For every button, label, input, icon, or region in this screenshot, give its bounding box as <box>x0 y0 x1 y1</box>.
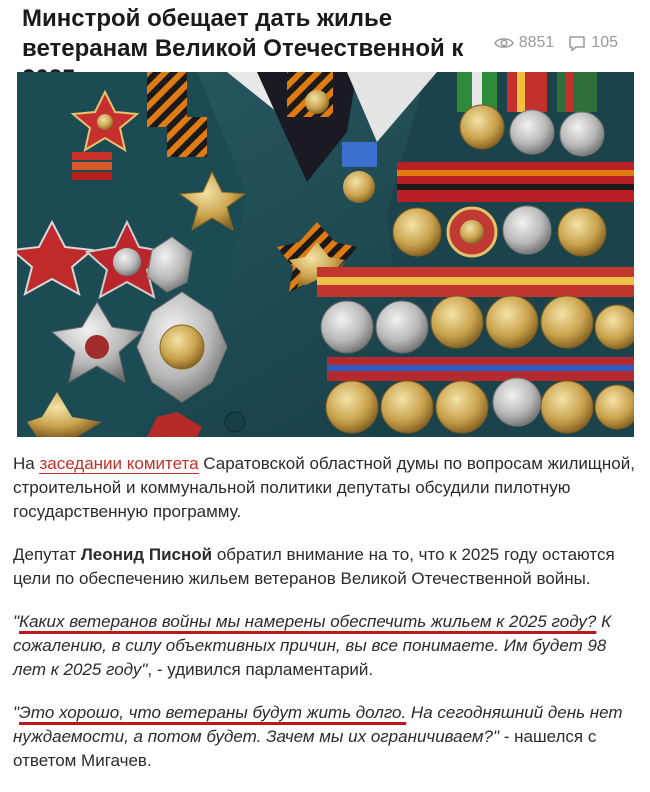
article-body <box>13 452 639 792</box>
views-counter <box>494 34 555 52</box>
text: На <box>13 454 40 473</box>
text: Депутат <box>13 545 81 564</box>
attribution: - нашелся с ответом Мигачев. <box>13 727 597 770</box>
attribution: , - удивился парламентарий. <box>147 660 374 679</box>
text: обратил внимание на то, что к 2025 году остаются цели по обеспечению жильем ветеранов Великой Отечественной войны. <box>13 545 615 588</box>
quote-2 <box>13 701 639 773</box>
paragraph-2 <box>13 543 639 591</box>
article-header <box>22 4 632 68</box>
comments-counter[interactable] <box>568 34 618 52</box>
article-meta <box>486 34 618 52</box>
quote-1 <box>13 610 639 682</box>
quote-mark: " <box>13 612 20 631</box>
views-count: 8851 <box>518 34 555 51</box>
quote-mark: " <box>13 703 20 722</box>
committee-meeting-link[interactable]: заседании комитета <box>39 454 199 473</box>
deputy-name: Леонид Писной <box>80 545 213 564</box>
highlighted-quote: Это хорошо, что ветераны будут жить долго. <box>19 703 407 722</box>
text: Саратовской областной думы по вопросам жилищной, строительной и коммунальной политики депутаты обсудили пилотную государственную программу. <box>13 454 635 521</box>
quote-text: На сегодняшний день нет нуждаемости, а потом будет. Зачем мы их ограничиваем?" <box>13 703 623 746</box>
highlighted-quote: Каких ветеранов войны мы намерены обеспечить жильем к 2025 году? <box>19 612 597 631</box>
medals-illustration <box>17 72 634 437</box>
article-title: Минстрой обещает дать жилье ветеранам Великой Отечественной к <box>22 5 464 62</box>
comments-count: 105 <box>591 34 618 51</box>
article-photo <box>17 72 634 437</box>
quote-text: К сожалению, в силу объективных причин, вы все понимаете. Им будет 98 лет к 2025 году" <box>13 612 612 679</box>
paragraph-1 <box>13 452 639 524</box>
eye-icon <box>494 36 514 50</box>
comment-icon <box>568 35 586 52</box>
